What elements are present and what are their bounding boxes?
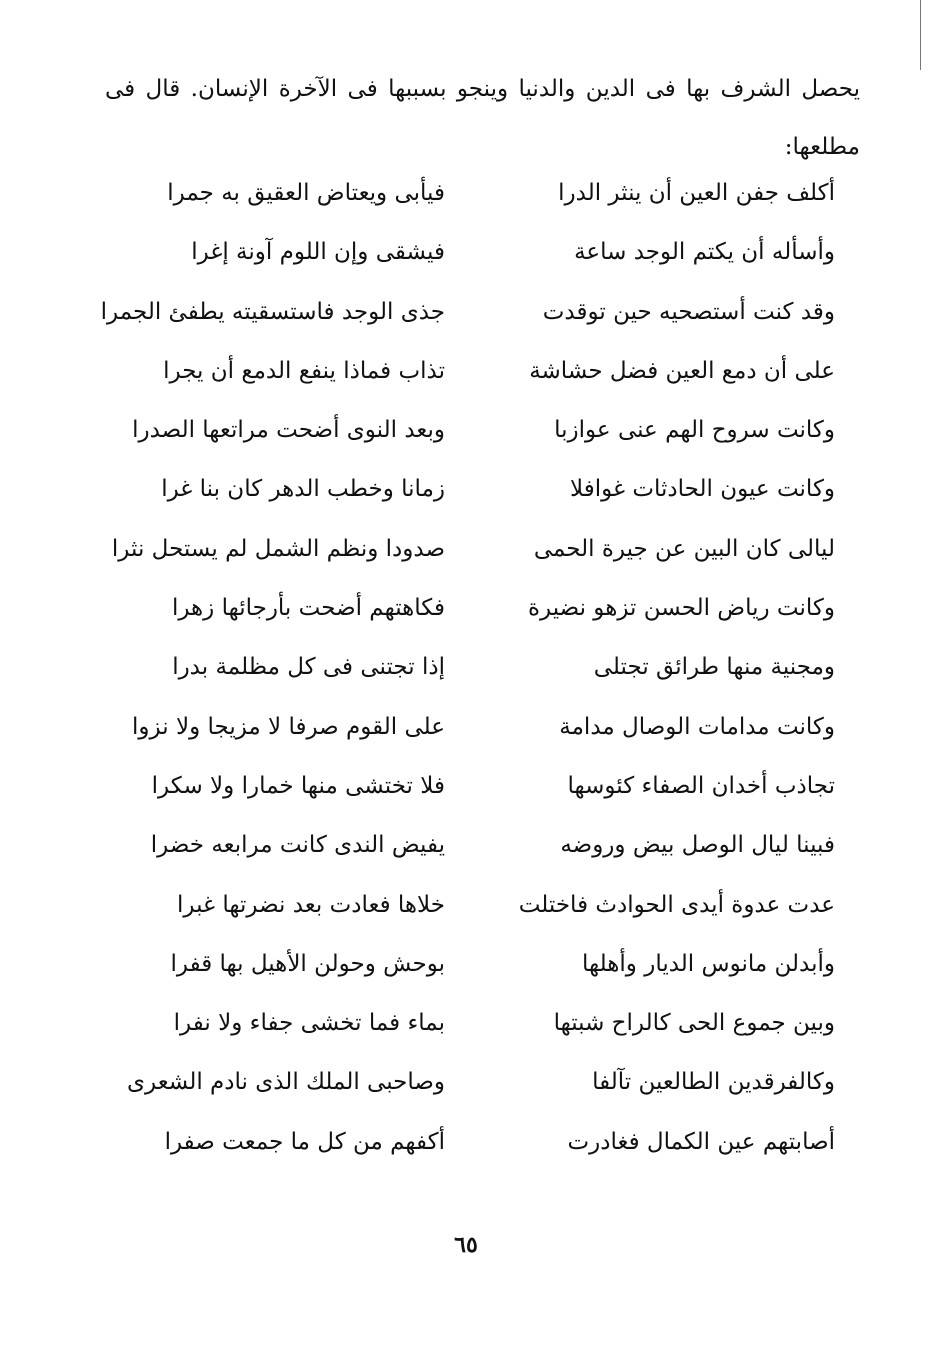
poem [95,165,865,1173]
verse-first-hemistich: أكلف جفن العين أن ينثر الدرا [558,180,835,206]
verse-row [95,461,865,520]
verse-row [95,343,865,402]
verse-row [95,936,865,995]
verse-row [95,758,865,817]
verse-second-hemistich: فكاهتهم أضحت بأرجائها زهرا [171,595,445,622]
verse-row [95,165,865,224]
verse-row [95,639,865,698]
verse-first-hemistich: وكانت سروح الهم عنى عوازبا [554,417,835,444]
verse-first-hemistich: وكالفرقدين الطالعين تآلفا [592,1069,835,1096]
verse-second-hemistich: جذى الوجد فاستسقيته يطفئ الجمرا [100,298,445,325]
verse-first-hemistich: أصابتهم عين الكمال فغادرت [567,1128,835,1155]
intro-paragraph: يحصل الشرف بها فى الدين والدنيا وينجو بسببها فى الآخرة الإنسان. قال فى مطلعها: [105,76,860,160]
verse-row [95,699,865,758]
verse-first-hemistich: وكانت عيون الحادثات غوافلا [570,476,835,503]
verse-second-hemistich: بماء فما تخشى جفاء ولا نفرا [173,1010,445,1037]
verse-first-hemistich: ومجنية منها طرائق تجتلى [593,654,835,681]
verse-second-hemistich: وصاحبى الملك الذى نادم الشعرى [127,1069,445,1096]
verse-row [95,224,865,283]
verse-first-hemistich: عدت عدوة أيدى الحوادث فاختلت [518,891,835,918]
verse-first-hemistich: تجاذب أخدان الصفاء كئوسها [567,772,835,799]
verse-second-hemistich: تذاب فماذا ينفع الدمع أن يجرا [163,357,445,384]
verse-second-hemistich: خلاها فعادت بعد نضرتها غبرا [177,891,445,918]
verse-row [95,580,865,639]
verse-first-hemistich: على أن دمع العين فضل حشاشة [529,357,835,384]
verse-second-hemistich: أكفهم من كل ما جمعت صفرا [164,1128,445,1155]
verse-row [95,402,865,461]
verse-second-hemistich: على القوم صرفا لا مزيجا ولا نزوا [132,713,445,740]
verse-row [95,877,865,936]
verse-first-hemistich: وقد كنت أستصحيه حين توقدت [542,298,835,325]
verse-row [95,995,865,1054]
verse-second-hemistich: يفيض الندى كانت مرابعه خضرا [150,832,445,859]
verse-row [95,1054,865,1113]
verse-second-hemistich: وبعد النوى أضحت مراتعها الصدرا [132,417,445,444]
verse-row [95,817,865,876]
verse-first-hemistich: فبينا ليال الوصل بيض وروضه [560,832,835,859]
verse-first-hemistich: وكانت مدامات الوصال مدامة [559,713,835,740]
page-edge-line [920,0,921,70]
verse-second-hemistich: بوحش وحولن الأهيل بها قفرا [170,950,445,977]
verse-second-hemistich: فيأبى ويعتاض العقيق به جمرا [167,180,445,206]
verse-second-hemistich: فيشقى وإن اللوم آونة إغرا [191,239,445,266]
verse-second-hemistich: إذا تجتنى فى كل مظلمة بدرا [172,654,445,681]
page-number: ٦٥ [454,1232,478,1258]
verse-row [95,521,865,580]
verse-first-hemistich: وأبدلن مانوس الديار وأهلها [582,950,835,977]
verse-first-hemistich: وكانت رياض الحسن تزهو نضيرة [527,595,835,622]
verse-row [95,1114,865,1173]
verse-first-hemistich: ليالى كان البين عن جيرة الحمى [533,535,835,562]
verse-first-hemistich: وبين جموع الحى كالراح شبتها [553,1010,835,1037]
verse-second-hemistich: فلا تختشى منها خمارا ولا سكرا [151,772,445,799]
verse-second-hemistich: زمانا وخطب الدهر كان بنا غرا [161,476,445,503]
verse-second-hemistich: صدودا ونظم الشمل لم يستحل نثرا [111,535,445,562]
verse-row [95,284,865,343]
verse-first-hemistich: وأسأله أن يكتم الوجد ساعة [574,239,835,266]
